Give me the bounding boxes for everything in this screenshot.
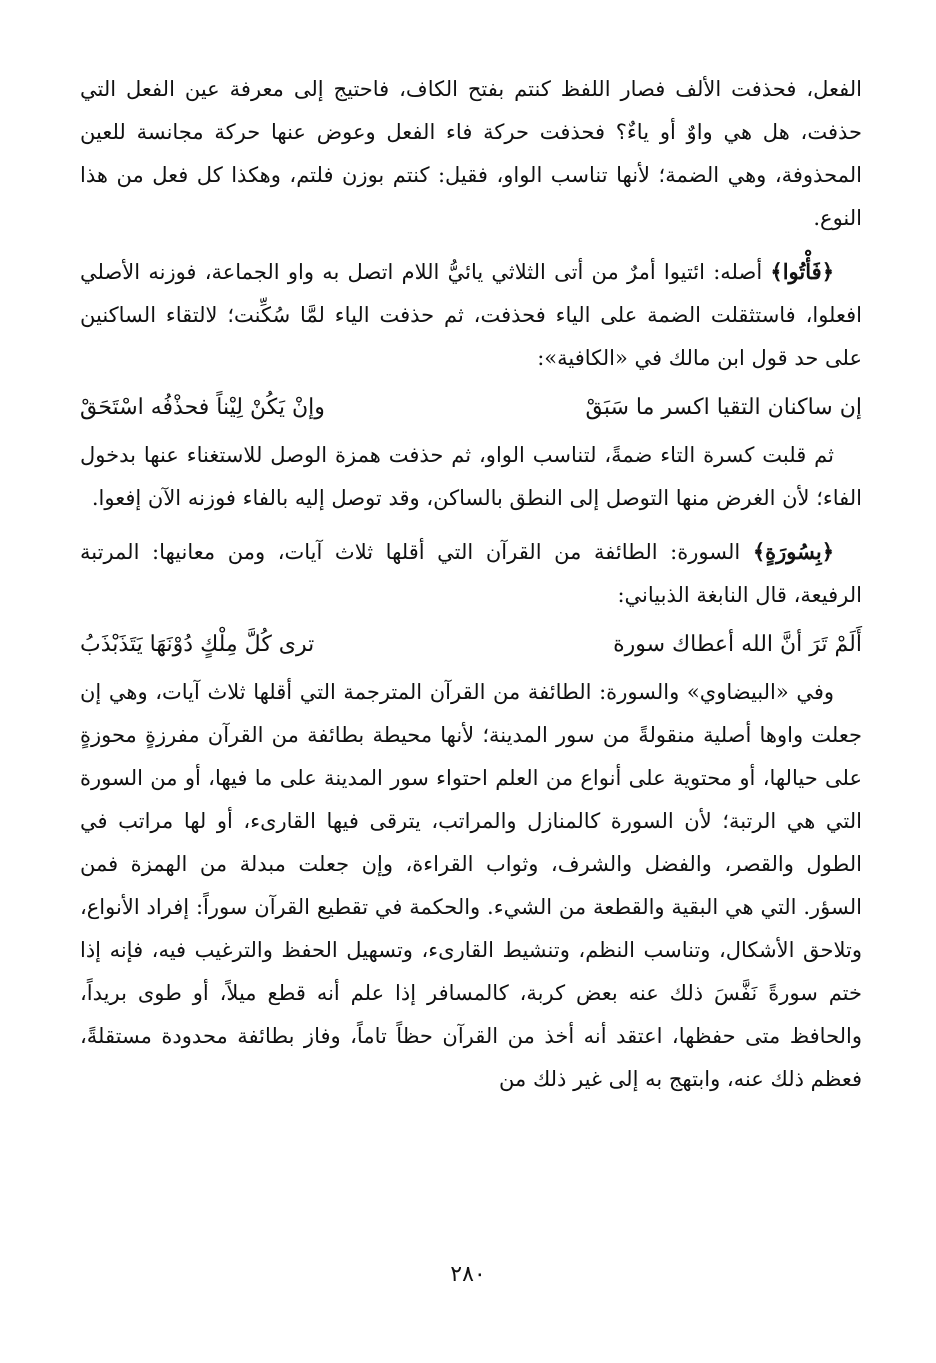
paragraph-fatu-text: أصله: ائتيوا أمرٌ من أتى الثلاثي يائيُّ اللام اتصل به واو الجماعة، فوزنه الأصلي افعلوا، فاستثقلت الضمة على الياء فحذفت، ثم حذفت الياء لمَّا سُكِّنت؛ لالتقاء الساكنين على حد قول ابن مالك في «الكافية»:	[80, 260, 862, 370]
poetry-verse-ibn-malik	[80, 384, 862, 432]
paragraph-after-verse: ثم قلبت كسرة التاء ضمةً، لتناسب الواو، ثم حذفت همزة الوصل للاستغناء عنها بدخول الفاء؛ لأن الغرض منها التوصل إلى النطق بالساكن، وقد توصل إليه بالفاء فوزنه الآن إفعوا.	[80, 443, 862, 510]
paragraph-baydawi: وفي «البيضاوي» والسورة: الطائفة من القرآن المترجمة التي أقلها ثلاث آيات، وهي إن جعلت واوها أصلية منقولةً من سور المدينة؛ لأنها محيطة بطائفة من القرآن مفرزةٍ محوزةٍ على حيالها، أو محتوية على أنواع من العلم احتواء سور المدينة على ما فيها، أو من السورة التي هي الرتبة؛ لأن السورة كالمنازل والمراتب، يترقى فيها القارىء، أو لها مراتب في الطول والقصر، والفضل والشرف، وثواب القراءة، وإن جعلت مبدلة من الهمزة فمن السؤر. التي هي البقية والقطعة من الشيء. والحكمة في تقطيع القرآن سوراً: إفراد الأنواع، وتلاحق الأشكال، وتناسب النظم، وتنشيط القارىء، وتسهيل الحفظ والترغيب فيه، فإنه إذا ختم سورةً نَفَّسَ ذلك عنه بعض كربة، كالمسافر إذا علم أنه قطع ميلاً، أو طوى بريداً، والحافظ متى حفظها، اعتقد أنه أخذ من القرآن حظاً تاماً، وفاز بطائفة محدودة مستقلةً، فعظم ذلك عنه، وابتهج به إلى غير ذلك من	[80, 680, 862, 1091]
verse-second-hemistich: وإنْ يَكُنْ لِيْناً فحذْفُه اسْتَحَقْ	[80, 395, 325, 420]
page-number: ٢٨٠	[450, 1262, 486, 1287]
quran-word-surah: ﴿بِسُورَةٍ﴾	[752, 539, 834, 564]
paragraph-fatu	[80, 250, 862, 380]
page-body	[80, 68, 862, 1101]
paragraph-surah	[80, 530, 862, 617]
poetry-verse-nabigha	[80, 621, 862, 669]
verse-second-hemistich: ترى كُلَّ مِلْكٍ دُوْنَهَا يَتَذَبْذَبُ	[80, 632, 315, 657]
paragraph-surah-text: السورة: الطائفة من القرآن التي أقلها ثلاث آيات، ومن معانيها: المرتبة الرفيعة، قال النابغة الذبياني:	[80, 540, 862, 607]
paragraph-verb-explanation: الفعل، فحذفت الألف فصار اللفظ كنتم بفتح الكاف، فاحتيج إلى معرفة عين الفعل التي حذفت، هل هي واوٌ أو ياءٌ؟ فحذفت حركة فاء الفعل وعوض عنها حركة مجانسة للعين المحذوفة، وهي الضمة؛ لأنها تناسب الواو، فقيل: كنتم بوزن فلتم، وهكذا كل فعل من هذا النوع.	[80, 77, 862, 230]
verse-first-hemistich: إن ساكنان التقيا اكسر ما سَبَقْ	[585, 395, 862, 420]
quran-word-fatu: ﴿فَأْتُوا﴾	[770, 259, 834, 284]
verse-first-hemistich: أَلَمْ تَرَ أنَّ الله أعطاك سورة	[613, 632, 862, 657]
